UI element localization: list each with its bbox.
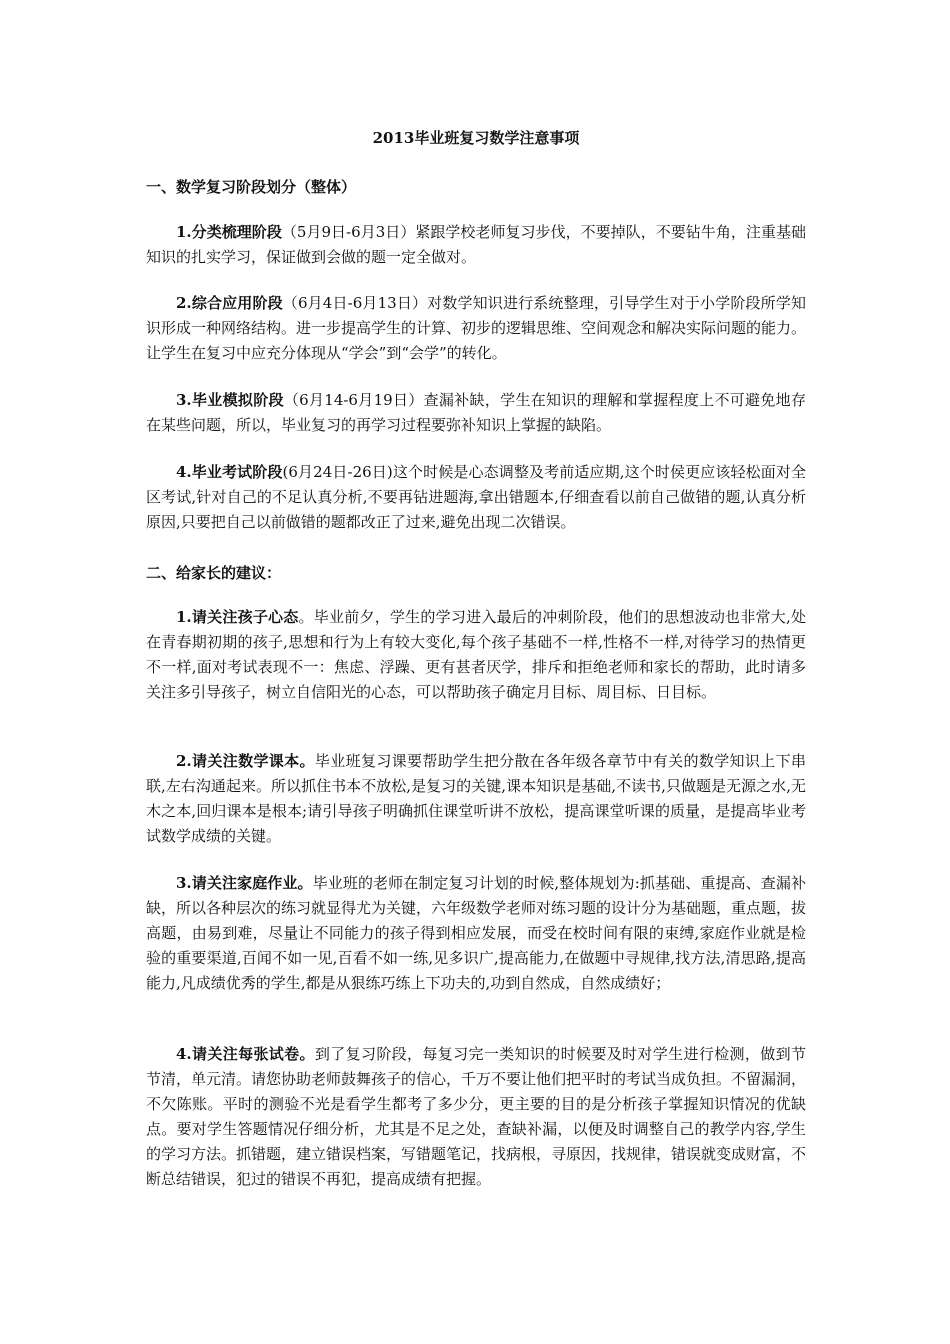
stage-2-lead: 2.综合应用阶段 [176, 294, 283, 312]
stage-3-text: （6月14-6月19日）查漏补缺，学生在知识的理解和掌握程度上不可避免地存在某些问题，所以，毕业复习的再学习过程要弥补知识上掌握的缺陷。 [146, 391, 806, 434]
stage-2-paragraph [146, 291, 806, 366]
advice-2-text: 毕业班复习课要帮助学生把分散在各年级各章节中有关的数学知识上下串联,左右沟通起来。所以抓住书本不放松,是复习的关键,课本知识是基础,不读书,只做题是无源之水,无木之本,回归课本是根本;请引导孩子明确抓住课堂听讲不放松，提高课堂听课的质量，是提高毕业考试数学成绩的关键。 [146, 752, 806, 845]
stage-1-text: （5月9日-6月3日）紧跟学校老师复习步伐，不要掉队，不要钻牛角，注重基础知识的扎实学习，保证做到会做的题一定全做对。 [146, 223, 806, 266]
stage-3-paragraph [146, 388, 806, 438]
stage-1-paragraph [146, 220, 806, 270]
stage-4-paragraph [146, 460, 806, 535]
section1-heading: 一、数学复习阶段划分（整体） [146, 178, 357, 196]
advice-2-lead: 2.请关注数学课本。 [176, 752, 315, 770]
advice-4-paragraph [146, 1042, 806, 1192]
section2-heading: 二、给家长的建议： [146, 564, 282, 582]
stage-3-lead: 3.毕业模拟阶段 [176, 391, 284, 409]
advice-3-lead: 3.请关注家庭作业。 [176, 874, 313, 892]
advice-1-paragraph [146, 605, 806, 705]
stage-1-lead: 1.分类梳理阶段 [176, 223, 282, 241]
advice-3-paragraph [146, 871, 806, 996]
advice-1-text: 。毕业前夕，学生的学习进入最后的冲刺阶段，他们的思想波动也非常大,处在青春期初期的孩子,思想和行为上有较大变化,每个孩子基础不一样,性格不一样,对待学习的热情更不一样,面对考试表现不一：焦虑、浮躁、更有甚者厌学，排斥和拒绝老师和家长的帮助，此时请多关注多引导孩子，树立自信阳光的心态，可以帮助孩子确定月目标、周目标、日目标。 [146, 608, 806, 701]
advice-4-text: 到了复习阶段，每复习完一类知识的时候要及时对学生进行检测，做到节节清，单元清。请您协助老师鼓舞孩子的信心，千万不要让他们把平时的考试当成负担。不留漏洞，不欠陈账。平时的测验不光是看学生都考了多少分，更主要的目的是分析孩子掌握知识情况的优缺点。要对学生答题情况仔细分析，尤其是不足之处，查缺补漏，以便及时调整自己的教学内容,学生的学习方法。抓错题，建立错误档案，写错题笔记，找病根，寻原因，找规律，错误就变成财富，不断总结错误，犯过的错误不再犯，提高成绩有把握。 [146, 1045, 807, 1188]
stage-4-text: (6月24日-26日)这个时候是心态调整及考前适应期,这个时侯更应该轻松面对全区考试,针对自己的不足认真分析,不要再钻进题海,拿出错题本,仔细查看以前自己做错的题,认真分析原因,只要把自己以前做错的题都改正了过来,避免出现二次错误。 [146, 463, 806, 531]
advice-1-lead: 1.请关注孩子心态 [176, 608, 299, 626]
stage-4-lead: 4.毕业考试阶段 [176, 463, 283, 481]
advice-2-paragraph [146, 749, 806, 849]
advice-4-lead: 4.请关注每张试卷。 [176, 1045, 315, 1063]
stage-2-text: （6月4日-6月13日）对数学知识进行系统整理，引导学生对于小学阶段所学知识形成一种网络结构。进一步提高学生的计算、初步的逻辑思维、空间观念和解决实际问题的能力。让学生在复习中应充分体现从“学会”到“会学”的转化。 [146, 294, 807, 362]
advice-3-text: 毕业班的老师在制定复习计划的时候,整体规划为:抓基础、重提高、查漏补缺，所以各种层次的练习就显得尤为关键，六年级数学老师对练习题的设计分为基础题，重点题，拔高题，由易到难，尽量让不同能力的孩子得到相应发展，而受在校时间有限的束缚,家庭作业就是检验的重要渠道,百闻不如一见,百看不如一练,见多识广,提高能力,在做题中寻规律,找方法,清思路,提高能力,凡成绩优秀的学生,都是从狠练巧练上下功夫的,功到自然成，自然成绩好； [146, 874, 807, 992]
document-title: 2013毕业班复习数学注意事项 [372, 129, 580, 147]
